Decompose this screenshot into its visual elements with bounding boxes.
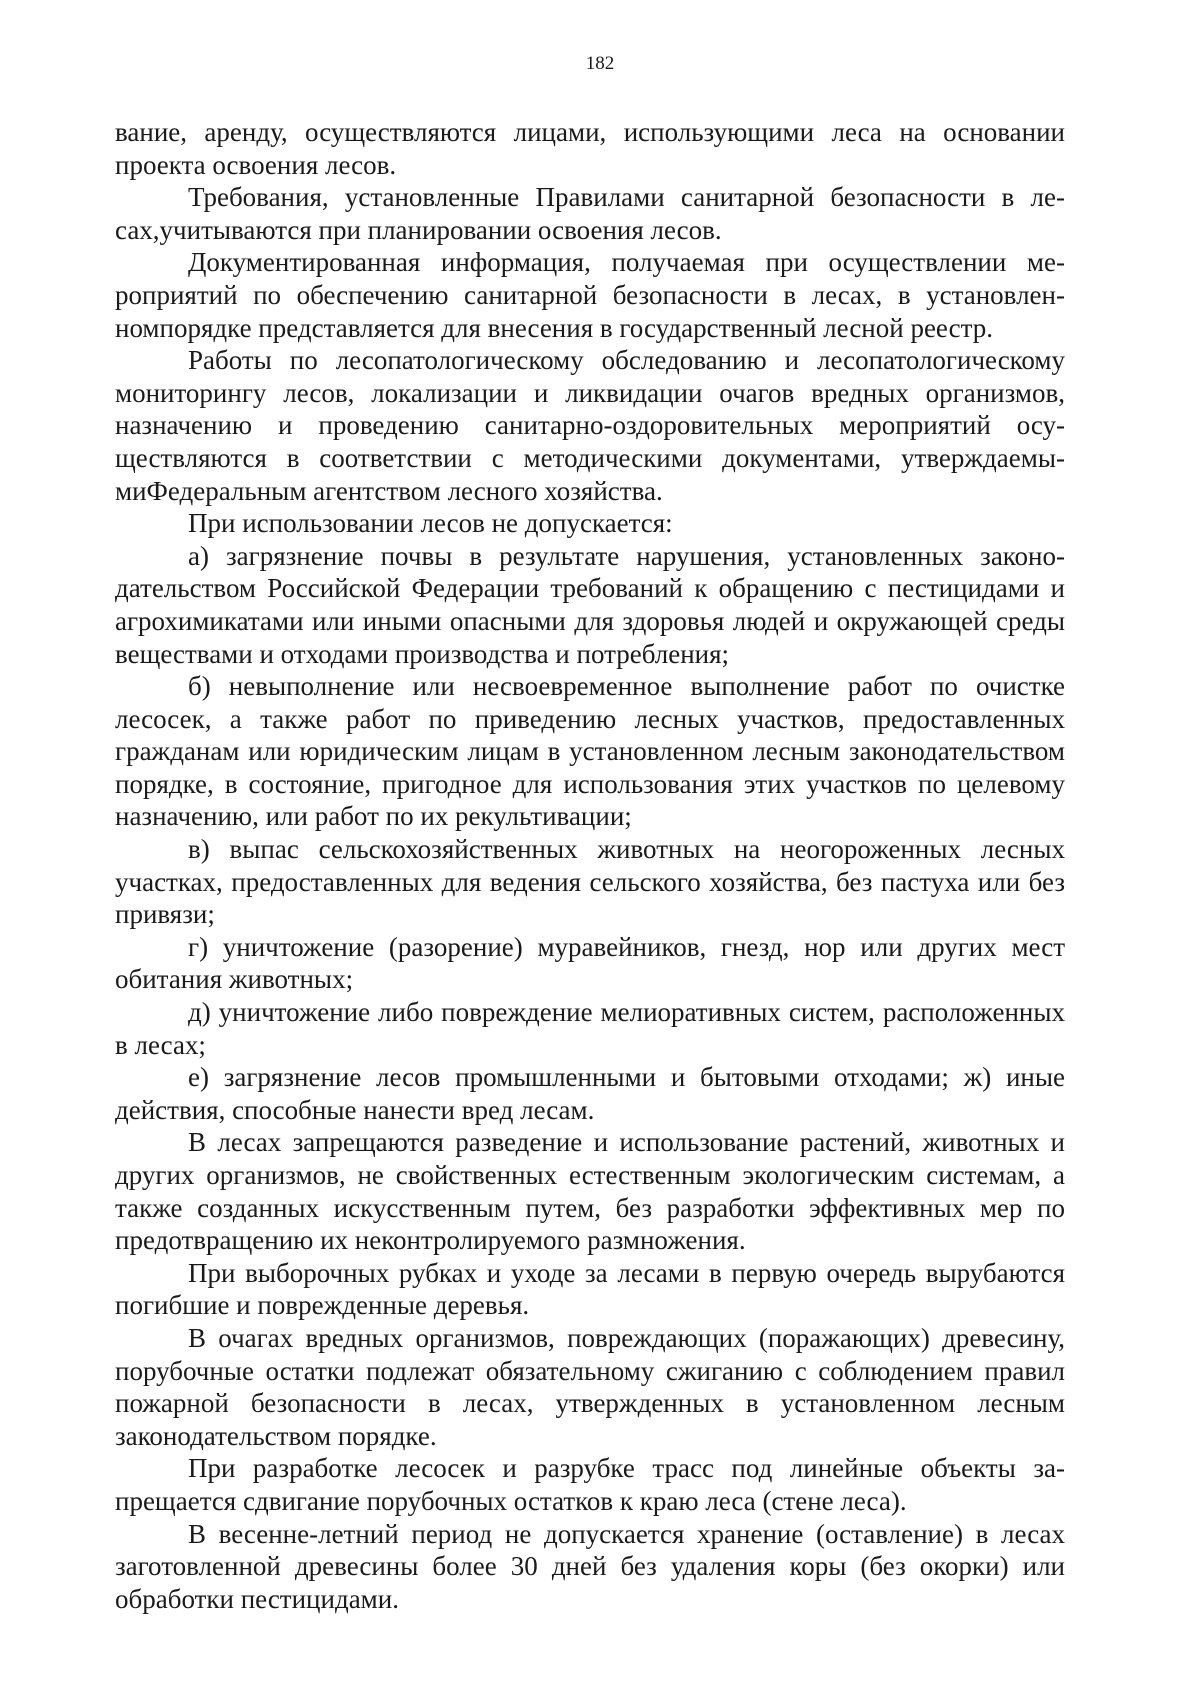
document-body (115, 116, 1065, 1615)
list-item-d: д) уничтожение либо повреждение мелиоративных систем, расположенных в лесах; (115, 997, 1065, 1060)
paragraph-selective-felling: При выборочных рубках и уходе за лесами в первую очередь вырубаются погибшие и поврежденные деревья. (115, 1257, 1065, 1321)
paragraph-continuation: вание, аренду, осуществляются лицами, использующими леса на основании проекта освоения лесов. (115, 117, 1065, 180)
paragraph-cutting-areas: При разработке лесосек и разрубке трасс под линейные объекты запрещается сдвигание порубочных остатков к краю леса (стене леса). (115, 1453, 1065, 1516)
paragraph-forest-pathology-works: Работы по лесопатологическому обследованию и лесопатологическому мониторингу лесов, локализации и ликвидации очагов вредных организмов, назначению и проведению санитарно-оздоровительных мероприятий осуществляются в соответствии с методическими документами, утверждаемымиФедеральным агентством лесного хозяйства. (115, 345, 1065, 506)
page-number: 182 (585, 53, 615, 74)
list-item-a: а) загрязнение почвы в результате нарушения, установленных законодательством Российской Федерации требований к обращению с пестицидами и агрохимикатами или иными опасными для здоровья людей и окружающей среды веществами и отходами производства и потребления; (115, 540, 1065, 669)
paragraph-documented-information: Документированная информация, получаемая при осуществлении мероприятий по обеспечению санитарной безопасности в лесах, в установленномпорядке представляется для внесения в государственный лесной реестр. (115, 247, 1065, 343)
paragraph-harmful-organism-foci: В очагах вредных организмов, повреждающих (поражающих) древесину, порубочные остатки подлежат обязательному сжиганию с соблюдением правил пожарной безопасности в лесах, утвержденных в установленном лесным законодательством порядке. (115, 1322, 1065, 1451)
list-item-e-zh: е) загрязнение лесов промышленными и бытовыми отходами; ж) иные действия, способные нанести вред лесам. (115, 1062, 1065, 1125)
list-item-g: г) уничтожение (разорение) муравейников, гнезд, нор или других мест обитания животных; (115, 931, 1065, 995)
paragraph-sanitary-rules: Требования, установленные Правилами санитарной безопасности в лесах,учитываются при планировании освоения лесов. (115, 182, 1065, 245)
list-item-v: в) выпас сельскохозяйственных животных на неогороженных лесных участках, предоставленных для ведения сельского хозяйства, без пастуха или без привязи; (115, 834, 1065, 930)
paragraph-organism-prohibition: В лесах запрещаются разведение и использование растений, животных и других организмов, не свойственных естественным экологическим системам, а также созданных искусственным путем, без разработки эффективных мер по предотвращению их неконтролируемого размножения. (115, 1127, 1065, 1256)
paragraph-prohibitions-intro: При использовании лесов не допускается: (188, 508, 673, 539)
paragraph-timber-storage: В весенне-летний период не допускается хранение (оставление) в лесах заготовленной древесины более 30 дней без удаления коры (без окорки) или обработки пестицидами. (115, 1518, 1065, 1614)
list-item-b: б) невыполнение или несвоевременное выполнение работ по очистке лесосек, а также работ по приведению лесных участков, предоставленных гражданам или юридическим лицам в установленном лесным законодательством порядке, в состояние, пригодное для использования этих участков по целевому назначению, или работ по их рекультивации; (115, 671, 1065, 832)
